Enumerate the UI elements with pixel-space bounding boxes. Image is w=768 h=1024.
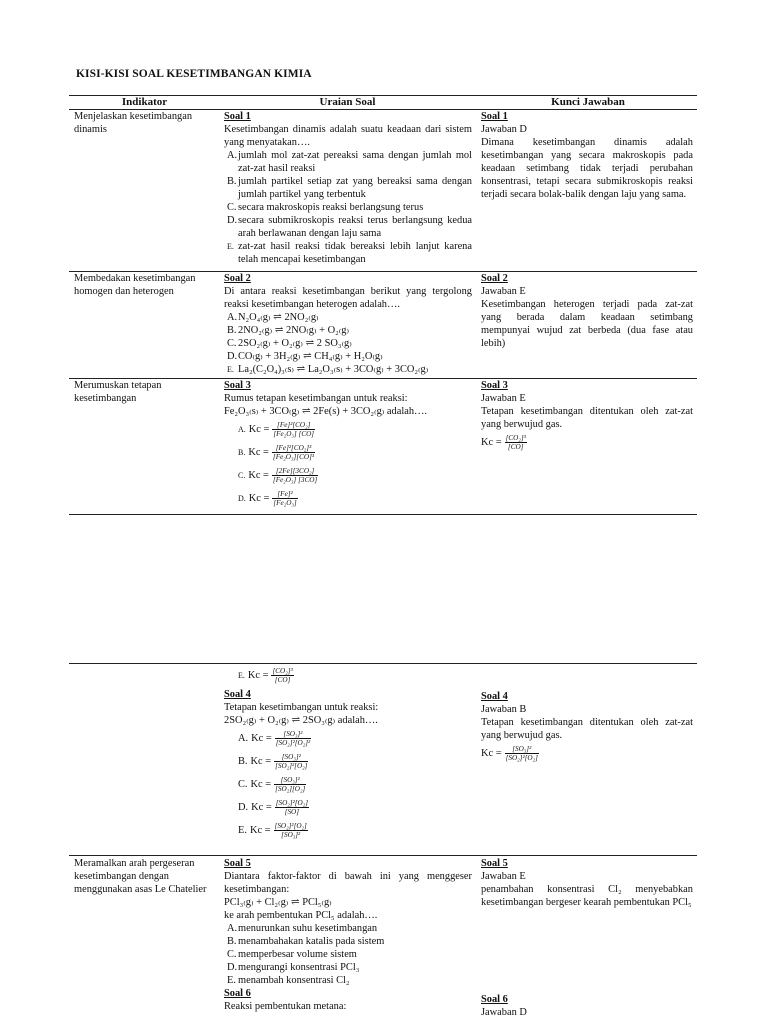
answer-explanation: Tetapan kesetimbangan ditentukan oleh zat-zat yang berwujud gas. bbox=[481, 717, 693, 741]
indikator-cell: Meramalkan arah pergeseran kesetimbangan dengan menggunakan asas Le Chatelier bbox=[74, 858, 207, 895]
option-item: A. N₂O₄₍g₎ ⇌ 2NO₂₍g₎ bbox=[227, 312, 319, 323]
answer-explanation: Tetapan kesetimbangan ditentukan oleh zat-zat yang berwujud gas. bbox=[481, 406, 693, 430]
soal1-cell bbox=[224, 110, 472, 266]
question-label: Soal 2 bbox=[224, 273, 251, 284]
option-item: C. secara makroskopis reaksi berlangsung terus bbox=[227, 202, 424, 213]
kunci4-cell bbox=[481, 690, 693, 765]
answer-label: Soal 6 bbox=[481, 994, 508, 1005]
option-item: D. Kc = $\frac{\text{[SO₂]²[O₂]}}{[SO]}$ bbox=[238, 799, 309, 816]
question-stem-end: ke arah pembentukan PCl₅ adalah…. bbox=[224, 910, 378, 921]
kunci5-cell bbox=[481, 857, 693, 909]
header-kunci: Kunci Jawaban bbox=[551, 96, 625, 108]
question-label: Soal 3 bbox=[224, 380, 251, 391]
option-item: C. Kc = $\frac{\text{[2Fe][3CO₂]}}{\text{[Fe₂O₃] [3CO]}}$ bbox=[238, 467, 318, 484]
reaction-equation: Fe₂O₃₍s₎ + 3CO₍g₎ ⇌ 2Fe(s) + 3CO₂₍g₎ adalah…. bbox=[224, 406, 428, 417]
option-item: D. secara submikroskopis reaksi terus berlangsung kedua arah berlawanan dengan laju sama bbox=[227, 215, 472, 239]
answer-formula: Kc = $\frac{\text{[CO₂]³}}{[CO]}$ bbox=[481, 434, 526, 451]
question-stem: Rumus tetapan kesetimbangan untuk reaksi: bbox=[224, 393, 408, 404]
option-item: B. Kc = $\frac{\text{[SO₃]²}}{\text{[SO₂]²[O₂]}}$ bbox=[238, 753, 308, 770]
answer-formula: Kc = $\frac{\text{[SO₃]²}}{\text{[SO₂]²[O₂]}}$ bbox=[481, 745, 538, 762]
answer-letter: Jawaban E bbox=[481, 393, 526, 404]
question-stem: Di antara reaksi kesetimbangan berikut yang tergolong reaksi kesetimbangan heterogen adalah…. bbox=[224, 286, 472, 310]
option-item: C. 2SO₂₍g₎ + O₂₍g₎ ⇌ 2 SO₃₍g₎ bbox=[227, 338, 352, 349]
reaction-equation: 2SO₂₍g₎ + O₂₍g₎ ⇌ 2SO₃₍g₎ adalah…. bbox=[224, 715, 378, 726]
option-item: B. 2NO₂₍g₎ ⇌ 2NO₍g₎ + O₂₍g₎ bbox=[227, 325, 350, 336]
answer-letter: Jawaban E bbox=[481, 871, 526, 882]
option-item: A. Kc = $\frac{\text{[SO₃]²}}{\text{[SO₂]²[O₂]²}}$ bbox=[238, 730, 311, 747]
question-label: Soal 4 bbox=[224, 689, 251, 700]
answer-label: Soal 2 bbox=[481, 273, 508, 284]
question-stem: Diantara faktor-faktor di bawah ini yang menggeser kesetimbangan: bbox=[224, 871, 472, 895]
answer-label: Soal 4 bbox=[481, 691, 508, 702]
row-divider bbox=[69, 855, 697, 856]
kunci1-cell bbox=[481, 110, 693, 201]
option-item: D. mengurangi konsentrasi PCl₃ bbox=[227, 962, 360, 973]
option-item: C. memperbesar volume sistem bbox=[227, 949, 357, 960]
page-break-border bbox=[69, 514, 697, 515]
option-item: B. jumlah partikel setiap zat yang bereaksi sama dengan jumlah partikel yang terbentuk bbox=[227, 176, 472, 200]
indikator-cell: Membedakan kesetimbangan homogen dan heterogen bbox=[74, 273, 196, 297]
answer-letter: Jawaban D bbox=[481, 124, 527, 135]
question-label: Soal 5 bbox=[224, 858, 251, 869]
option-item: B. menambahakan katalis pada sistem bbox=[227, 936, 385, 947]
option-item: A. menurunkan suhu kesetimbangan bbox=[227, 923, 378, 934]
kunci3-cell bbox=[481, 379, 693, 454]
kunci6-cell bbox=[481, 993, 693, 1019]
option-item: E. Kc = $\frac{\text{[CO₂]³}}{[CO]}$ bbox=[238, 667, 293, 684]
answer-label: Soal 5 bbox=[481, 858, 508, 869]
option-item: A. Kc = $\frac{\text{[Fe]²[CO₂]}}{\text{[Fe₂O₃] [CO]}}$ bbox=[238, 421, 315, 438]
document-title: KISI-KISI SOAL KESETIMBANGAN KIMIA bbox=[76, 68, 312, 80]
soal3-cell bbox=[224, 379, 472, 510]
answer-letter: Jawaban B bbox=[481, 704, 527, 715]
question-label: Soal 6 bbox=[224, 988, 251, 999]
option-item: E. La₂(C₂O₄)₃₍s₎ ⇌ La₂O₃₍s₎ + 3CO₍g₎ + 3CO₂₍g₎ bbox=[227, 364, 429, 375]
kunci2-cell bbox=[481, 272, 693, 350]
header-uraian: Uraian Soal bbox=[319, 96, 376, 108]
reaction-equation: PCl₃₍g₎ + Cl₂₍g₎ ⇌ PCl₅₍g₎ bbox=[224, 897, 332, 908]
option-item: D. Kc = $\frac{\text{[Fe]²}}{\text{[Fe₂O₃]}}$ bbox=[238, 490, 297, 507]
indikator-cell: Menjelaskan kesetimbangan dinamis bbox=[74, 111, 193, 135]
answer-letter: Jawaban E bbox=[481, 286, 526, 297]
question-stem: Tetapan kesetimbangan untuk reaksi: bbox=[224, 702, 379, 713]
question-stem: Kesetimbangan dinamis adalah suatu keadaan dari sistem yang menyatakan…. bbox=[224, 124, 472, 148]
soal5-cell bbox=[224, 857, 472, 1013]
option-item: E. Kc = $\frac{\text{[SO₂]²[O₂]}}{\text{[SO₃]²}}$ bbox=[238, 822, 307, 839]
soal2-cell bbox=[224, 272, 472, 376]
soal3-continued-cell bbox=[224, 664, 472, 687]
answer-letter: Jawaban D bbox=[481, 1007, 527, 1018]
option-item: D. CO₍g₎ + 3H₂₍g₎ ⇌ CH₄₍g₎ + H₂O₍g₎ bbox=[227, 351, 383, 362]
question-stem: Reaksi pembentukan metana: bbox=[224, 1001, 347, 1012]
answer-explanation: Kesetimbangan heterogen terjadi pada zat-zat yang berada dalam keadaan setimbang mempunyai wujud zat berbeda (dua fase atau lebih) bbox=[481, 299, 693, 349]
question-label: Soal 1 bbox=[224, 111, 251, 122]
soal4-cell bbox=[224, 688, 472, 842]
option-item: B. Kc = $\frac{\text{[Fe]²[CO₂]³}}{\text{[Fe₂O₃][CO]³}}$ bbox=[238, 444, 315, 461]
option-item: A. jumlah mol zat-zat pereaksi sama dengan jumlah mol zat-zat hasil reaksi bbox=[227, 150, 472, 174]
answer-label: Soal 3 bbox=[481, 380, 508, 391]
answer-explanation: Dimana kesetimbangan dinamis adalah kesetimbangan yang secara makroskopis pada keadaan setimbang tidak terjadi perubahan konsentrasi, tetapi secara submikroskopis reaksi terjadi secara bolak-balik dengan laju yang sama. bbox=[481, 137, 693, 200]
answer-label: Soal 1 bbox=[481, 111, 508, 122]
header-indikator: Indikator bbox=[121, 96, 168, 108]
option-item: E. zat-zat hasil reaksi tidak bereaksi lebih lanjut karena telah mencapai kesetimbangan bbox=[227, 241, 472, 265]
answer-explanation: penambahan konsentrasi Cl₂ menyebabkan kesetimbangan bergeser kearah pembentukan PCl₅ bbox=[481, 884, 693, 908]
option-item: E. menambah konsentrasi Cl₂ bbox=[227, 975, 350, 986]
indikator-cell: Merumuskan tetapan kesetimbangan bbox=[74, 380, 162, 404]
option-item: C. Kc = $\frac{\text{[SO₃]²}}{\text{[SO₂][O₂]}}$ bbox=[238, 776, 306, 793]
